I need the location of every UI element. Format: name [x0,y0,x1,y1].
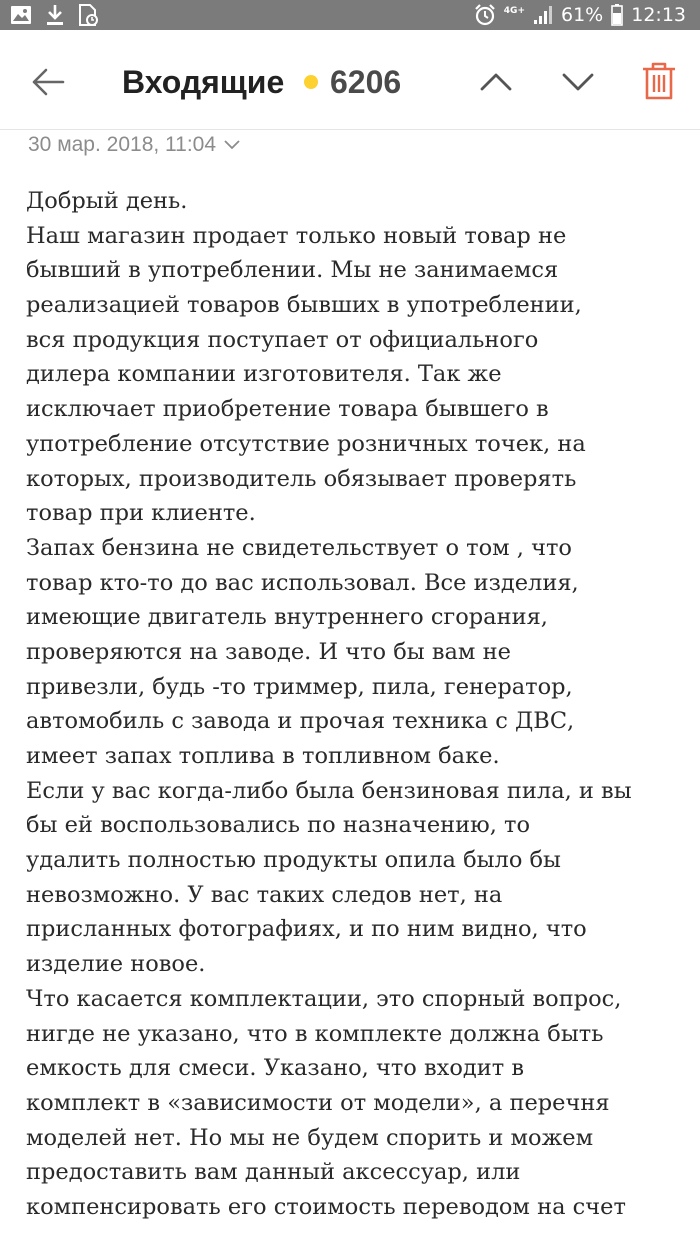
message-body-line: невозможно. У вас таких следов нет, на [26,881,503,908]
next-message-button[interactable] [556,62,600,102]
gallery-icon [10,5,32,25]
message-body-line: бывший в употреблении. Мы не занимаемся [26,257,559,284]
message-body-line: Добрый день. [26,188,188,214]
message-body-line: реализацией товаров бывших в употреблении, [26,292,582,319]
trash-icon [641,61,677,101]
message-body-line: имеет запах топлива в топливном баке. [26,743,500,769]
message-body-line: нигде не указано, что в комплекте должна быть [26,1020,604,1047]
battery-icon [611,4,623,26]
message-body-line: комплект в «зависимости от модели», а перечня [26,1089,610,1116]
message-body-line: присланных фотографиях, и по ним видно, что [26,916,587,943]
back-button[interactable] [26,62,70,102]
message-body-line: исключает приобретение товара бывшего в [26,396,549,423]
message-body-line: дилера компании изготовителя. Так же [26,361,502,388]
message-body-line: предоставить вам данный аксессуар, или [26,1159,521,1186]
message-body-line: имеющие двигатель внутреннего сгорания, [26,604,548,631]
status-bar [0,0,700,30]
clock: 12:13 [631,4,686,26]
chevron-down-icon [561,72,595,92]
battery-percent: 61% [561,4,604,26]
message-body-line: вся продукция поступает от официального [26,326,539,353]
message-body-line: проверяются на заводе. И что бы вам не [26,638,511,665]
message-body-line: емкость для смеси. Указано, что входит в [26,1055,524,1082]
message-date-toggle[interactable] [28,130,240,160]
unread-count: 6206 [330,64,402,100]
message-body-line: товар при клиенте. [26,500,256,527]
delete-button[interactable] [636,58,682,104]
message-body-line: бы ей воспользовались по назначению, то [26,812,531,839]
message-body-line: товар кто-то до вас использовал. Все изделия, [26,569,579,596]
status-bar-notifications [10,4,98,26]
message-body-line: Запах бензина не свидетельствует о том , что [26,534,572,561]
message-date: 30 мар. 2018, 11:04 [28,133,217,156]
message-body-line: компенсировать его стоимость переводом на счет [26,1193,626,1220]
chevron-down-icon [224,140,240,150]
signal-icon [533,5,553,25]
message-body-line: Что касается комплектации, это спорный вопрос, [26,985,622,1012]
folder-title: Входящие [122,64,285,100]
message-body-line: которых, производитель обязывает проверять [26,465,577,492]
message-body-line: удалить полностью продукты опила было бы [26,847,561,874]
network-type: 4G+ [503,5,525,16]
message-body-line: изделие новое. [26,951,206,978]
message-body-line: привезли, будь -то триммер, пила, генератор, [26,673,573,700]
alarm-icon [474,4,496,26]
unread-indicator [304,75,318,89]
screenshot-file-icon [78,4,98,26]
message-body-line: моделей нет. Но мы не будем спорить и можем [26,1124,594,1151]
message-body-line: употребление отсутствие розничных точек, на [26,430,586,457]
message-body-line: автомобиль с завода и прочая техника с ДВС, [26,708,575,735]
message-body [26,184,690,1225]
status-bar-system [474,4,686,26]
back-arrow-icon [31,67,65,97]
download-icon [46,4,64,26]
previous-message-button[interactable] [474,62,518,102]
message-body-line: Наш магазин продает только новый товар не [26,222,567,249]
chevron-up-icon [479,72,513,92]
app-bar [0,30,700,130]
message-body-line: Если у вас когда-либо была бензиновая пила, и вы [26,777,632,804]
